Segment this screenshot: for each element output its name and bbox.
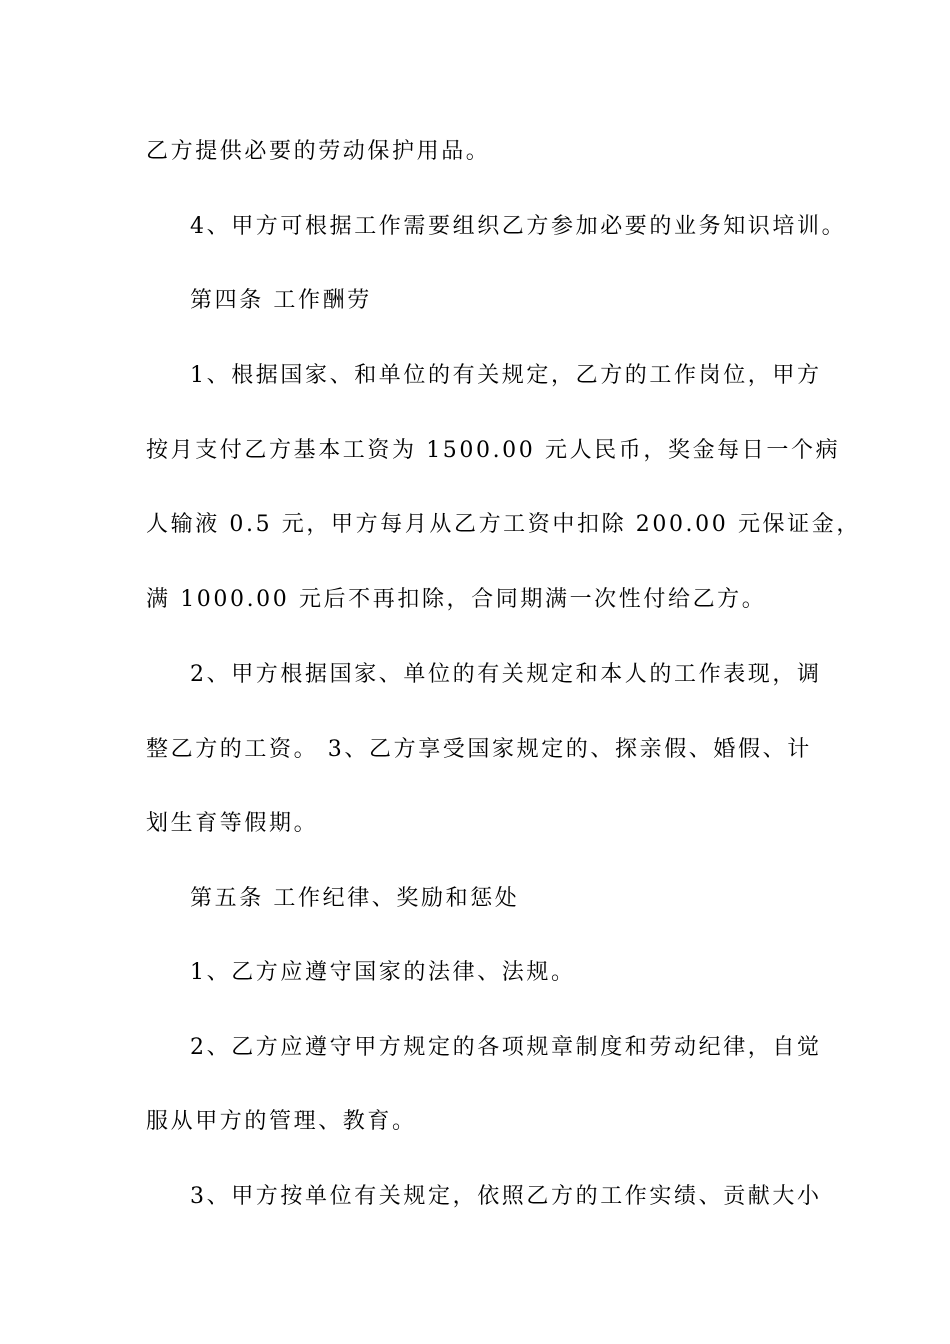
text-line-6: 人输液 0.5 元，甲方每月从乙方工资中扣除 200.00 元保证金， — [146, 512, 861, 537]
text-line-4: 1、根据国家、和单位的有关规定，乙方的工作岗位，甲方 — [190, 363, 822, 388]
text-line-8: 2、甲方根据国家、单位的有关规定和本人的工作表现，调 — [190, 662, 822, 687]
text-line-9: 整乙方的工资。 3、乙方享受国家规定的、探亲假、婚假、计 — [146, 737, 812, 762]
text-line-14: 服从甲方的管理、教育。 — [146, 1109, 417, 1134]
section-heading-article-4: 第四条 工作酬劳 — [190, 288, 372, 313]
text-line-10: 划生育等假期。 — [146, 811, 319, 836]
text-line-12: 1、乙方应遵守国家的法律、法规。 — [190, 960, 576, 985]
text-line-1: 乙方提供必要的劳动保护用品。 — [146, 139, 491, 164]
text-line-13: 2、乙方应遵守甲方规定的各项规章制度和劳动纪律，自觉 — [190, 1035, 822, 1060]
section-heading-article-5: 第五条 工作纪律、奖励和惩处 — [190, 886, 520, 911]
text-line-5: 按月支付乙方基本工资为 1500.00 元人民币，奖金每日一个病 — [146, 438, 841, 463]
text-line-2: 4、甲方可根据工作需要组织乙方参加必要的业务知识培训。 — [190, 214, 847, 239]
text-line-15: 3、甲方按单位有关规定，依照乙方的工作实绩、贡献大小 — [190, 1184, 822, 1209]
text-line-7: 满 1000.00 元后不再扣除，合同期满一次性付给乙方。 — [146, 587, 767, 612]
